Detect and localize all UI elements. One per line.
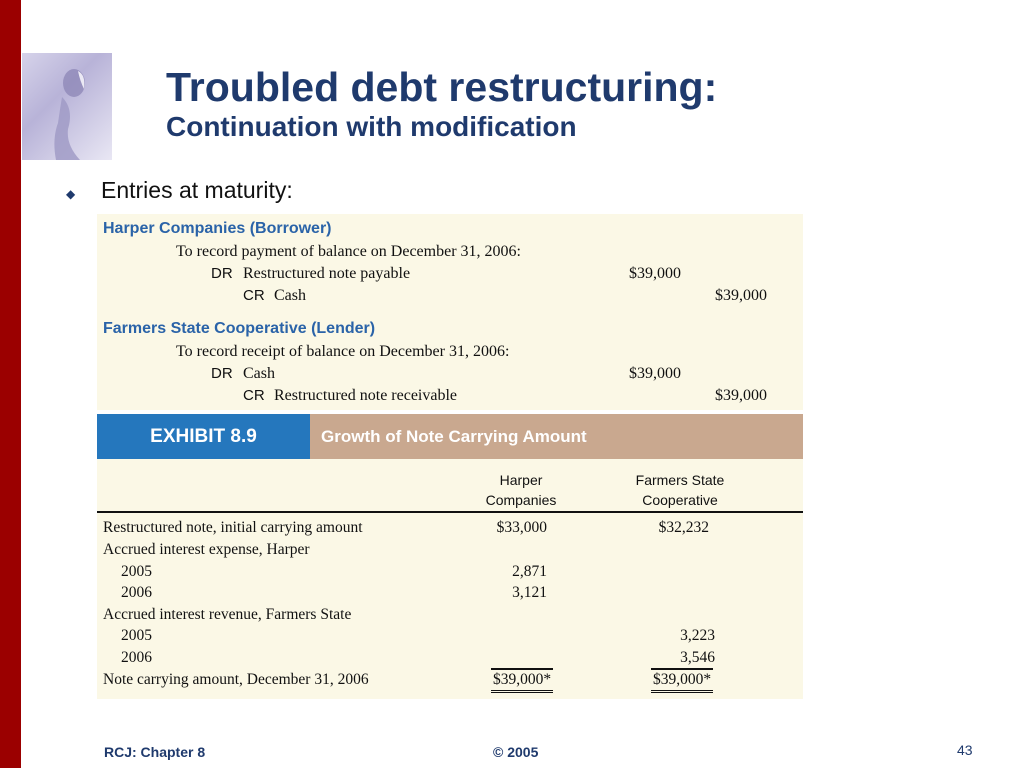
borrower-credit-account: Cash (274, 287, 306, 304)
lender-credit-account: Restructured note receivable (274, 387, 458, 404)
lender-description: To record receipt of balance on December 31, 2006: (176, 343, 510, 360)
exhibit-header (97, 414, 803, 459)
table-cell-farmers-total: $39,000* (651, 668, 713, 693)
table-row-label: Note carrying amount, December 31, 2006 (103, 671, 369, 688)
exhibit-title: Growth of Note Carrying Amount (310, 414, 803, 459)
table-cell-harper: 3,121 (512, 584, 547, 601)
column-header-farmers-line1: Farmers State (635, 472, 725, 488)
footer-copyright: © 2005 (493, 744, 539, 760)
column-header-harper-line2: Companies (485, 492, 557, 508)
table-cell-farmers: 3,223 (680, 627, 715, 644)
lender-credit-marker: CR (243, 387, 265, 404)
borrower-description: To record payment of balance on December 31, 2006: (176, 243, 521, 260)
column-header-farmers-line2: Cooperative (642, 492, 718, 508)
table-row-label: Accrued interest revenue, Farmers State (103, 606, 352, 623)
table-row-label: 2006 (121, 584, 152, 601)
table-row-label: Accrued interest expense, Harper (103, 541, 310, 558)
table-cell-harper: 2,871 (512, 563, 547, 580)
exhibit-table (97, 459, 803, 699)
borrower-credit-marker: CR (243, 287, 265, 304)
journal-entries-panel (97, 214, 803, 410)
slide-title: Troubled debt restructuring: (166, 64, 718, 110)
column-header-harper-line1: Harper (499, 472, 543, 488)
table-row-label: 2005 (121, 627, 152, 644)
accent-bar (0, 0, 21, 768)
column-header-harper (461, 470, 581, 510)
table-cell-harper-total: $39,000* (491, 668, 553, 693)
bullet-text: Entries at maturity: (101, 177, 293, 203)
lender-debit-marker: DR (211, 365, 233, 382)
table-cell-farmers: 3,546 (680, 649, 715, 666)
borrower-debit-marker: DR (211, 265, 233, 282)
borrower-credit-amount: $39,000 (715, 287, 767, 304)
column-header-farmers (613, 470, 747, 510)
table-row-label: Restructured note, initial carrying amount (103, 519, 363, 536)
exhibit-label: EXHIBIT 8.9 (97, 414, 310, 459)
footer-chapter: RCJ: Chapter 8 (104, 744, 206, 760)
lender-credit-amount: $39,000 (715, 387, 767, 404)
header-rule (97, 511, 803, 513)
lender-debit-account: Cash (243, 365, 275, 382)
borrower-heading: Harper Companies (Borrower) (103, 220, 332, 237)
borrower-debit-account: Restructured note payable (243, 265, 411, 282)
lender-heading: Farmers State Cooperative (Lender) (103, 320, 376, 337)
diamond-bullet-icon: ◆ (66, 187, 76, 201)
slide-subtitle: Continuation with modification (166, 111, 577, 142)
decorative-photo (22, 53, 112, 160)
table-cell-harper: $33,000 (496, 519, 547, 536)
borrower-debit-amount: $39,000 (629, 265, 681, 282)
page-number: 43 (957, 742, 973, 758)
table-cell-farmers: $32,232 (658, 519, 709, 536)
table-row-label: 2006 (121, 649, 152, 666)
table-row-label: 2005 (121, 563, 152, 580)
lender-debit-amount: $39,000 (629, 365, 681, 382)
